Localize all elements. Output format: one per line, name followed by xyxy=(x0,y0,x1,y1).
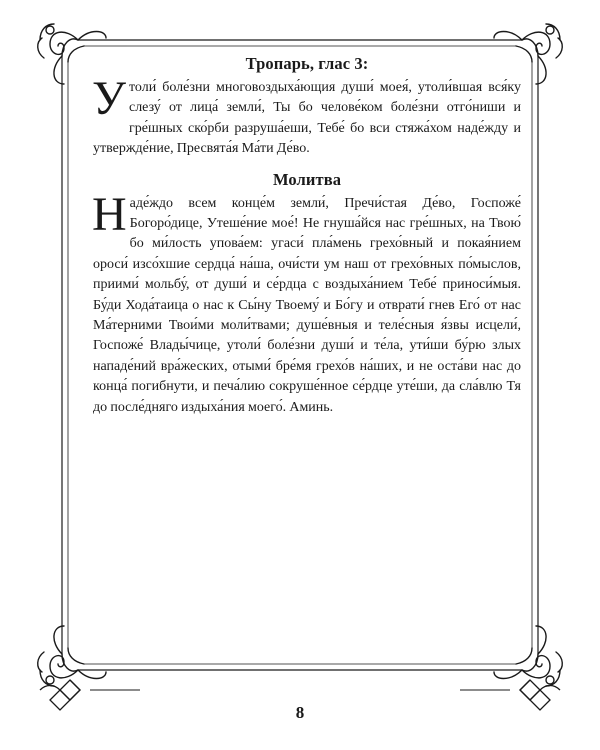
prayer-body: аде́ждо всем конце́м земли́, Пречи́стая Де́во, Госпоже́ Богоро́дице, Утеше́ние мое́! Не гнуша́йся нас гре́шных, на Твою́ бо ми́лость упова́ем: угаси́ пла́мень грехо́вный и покая́нием ороси́ изсо́хшие сердца́ на́ша, очи́сти ум наш от грехо́вных по́мыслов, приими́ мольбу́, от души́ и се́рдца с воздыха́нием Тебе́ принoси́мыя. Бу́ди Хода́таица о нас к Сы́ну Твоему́ и Бо́гу и отврати́ гнев Его́ от нас Ма́терними Твои́ми моли́твами; душе́вныя и теле́сныя я́звы исцели́, Госпоже́ Влады́чице, утоли́ боле́зни души́ и те́ла, ути́ши бу́рю злых нападе́ний вра́жеских, отыми́ бре́мя грехо́в на́ших, и не оста́ви нас до конца́ погибнути, и печа́лию сокруше́нное се́рдце уте́ши, да сла́влю Тя до после́дняго издыха́ния моего́. Аминь. xyxy=(93,195,521,415)
troparion-title: Тропарь, глас 3: xyxy=(245,54,369,73)
prayer-text xyxy=(92,187,521,418)
page-number: 8 xyxy=(295,703,305,722)
prayer-title: Молитва xyxy=(272,169,342,189)
page-content xyxy=(93,54,521,418)
troparion-body: толи́ боле́зни многовоздыха́ющия души́ моея́, утоли́вшая вся́ку слезу́ от лица́ земли́, Ты бо челове́ком боле́зни отго́ниши и гре́шных ско́рби разруша́еши, Тебе́ бо вси стяжа́хом наде́жду и утвержде́ние, Пресвята́я Ма́ти Де́во. xyxy=(93,80,521,157)
troparion-drop-cap: У xyxy=(92,72,126,125)
troparion-text xyxy=(92,72,521,160)
prayer-drop-cap: Н xyxy=(92,187,127,241)
